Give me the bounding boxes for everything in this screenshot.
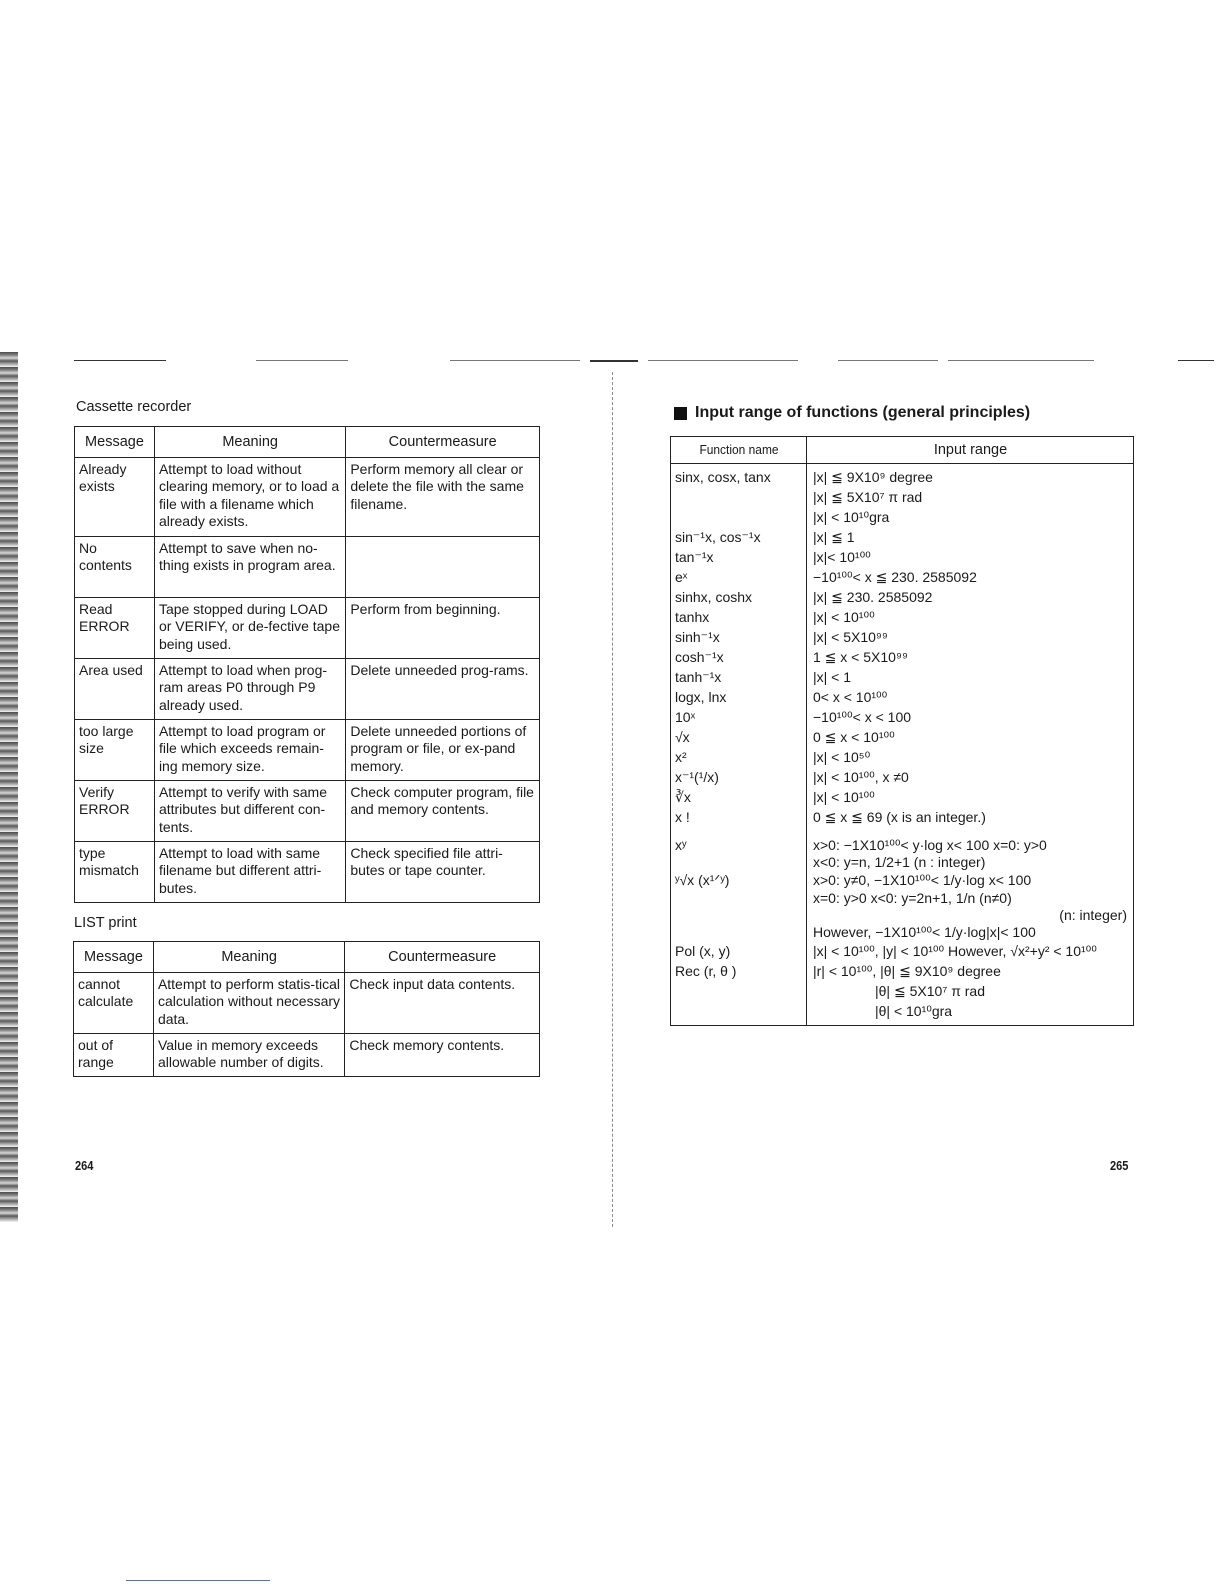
table-row xyxy=(75,457,540,536)
table-row xyxy=(75,719,540,780)
meaning-cell: Attempt to load with same filename but different attri-butes. xyxy=(154,841,345,902)
function-name-cell: x² xyxy=(675,749,687,765)
table-row xyxy=(74,1033,540,1076)
input-range-cell: |x| < 5X10⁹⁹ xyxy=(813,629,888,645)
input-range-cell: x=0: y>0 x<0: y=2n+1, 1/n (n≠0) xyxy=(813,890,1012,906)
table-row xyxy=(75,780,540,841)
function-name-cell: eˣ xyxy=(675,569,688,585)
countermeasure-cell: Check specified file attri-butes or tape counter. xyxy=(346,841,540,902)
header-meaning: Meaning xyxy=(153,942,344,973)
function-name-cell: √x xyxy=(675,729,690,745)
meaning-cell: Value in memory exceeds allowable number of digits. xyxy=(153,1033,344,1076)
function-name-cell: logx, lnx xyxy=(675,689,727,705)
input-range-cell: x<0: y=n, 1/2+1 (n : integer) xyxy=(813,854,986,870)
input-range-cell: |x| ≦ 9X10⁹ degree xyxy=(813,469,933,485)
input-range-cell: |x| ≦ 5X10⁷ π rad xyxy=(813,489,923,505)
input-range-cell: 0 ≦ x ≦ 69 (x is an integer.) xyxy=(813,809,986,825)
scan-edge-line xyxy=(838,360,938,361)
meaning-cell: Tape stopped during LOAD or VERIFY, or de-fective tape being used. xyxy=(154,597,345,658)
function-name-cell: sinh⁻¹x xyxy=(675,629,720,645)
scan-bottom-line xyxy=(126,1580,270,1581)
function-name-cell: sin⁻¹x, cos⁻¹x xyxy=(675,529,761,545)
message-cell: Already exists xyxy=(75,457,155,536)
function-name-cell: 10ˣ xyxy=(675,709,696,725)
scan-edge-line xyxy=(648,360,798,361)
input-range-cell: |x| < 10¹⁰⁰ xyxy=(813,789,875,805)
function-name-cell: Rec (r, θ ) xyxy=(675,963,737,979)
meaning-cell: Attempt to save when no-thing exists in program area. xyxy=(154,536,345,597)
book-spine-shadow xyxy=(0,352,18,1222)
scan-edge-line xyxy=(1178,360,1214,361)
scan-edge-line xyxy=(256,360,348,361)
header-message: Message xyxy=(75,427,155,458)
scan-edge-line xyxy=(74,360,166,361)
section-title xyxy=(674,404,1030,422)
section-title-text: Input range of functions (general principles) xyxy=(695,404,1031,421)
table-header-row xyxy=(75,427,540,458)
input-range-cell: |x|< 10¹⁰⁰ xyxy=(813,549,871,565)
meaning-cell: Attempt to perform statis-tical calculation without necessary data. xyxy=(153,972,344,1033)
function-name-cell: sinx, cosx, tanx xyxy=(675,469,771,485)
countermeasure-cell: Check memory contents. xyxy=(345,1033,540,1076)
input-range-cell: |θ| ≦ 5X10⁷ π rad xyxy=(875,983,986,999)
message-cell: too large size xyxy=(75,719,155,780)
header-message: Message xyxy=(74,942,154,973)
input-range-cell: x>0: −1X10¹⁰⁰< y·log x< 100 x=0: y>0 xyxy=(813,837,1047,853)
message-cell: Verify ERROR xyxy=(75,780,155,841)
input-range-cell: |x| < 10¹⁰⁰, |y| < 10¹⁰⁰ However, √x²+y² < 10¹⁰⁰ xyxy=(813,943,1097,959)
function-name-cell: sinhx, coshx xyxy=(675,589,753,605)
input-range-cell: |θ| < 10¹⁰gra xyxy=(875,1003,953,1019)
function-name-cell: cosh⁻¹x xyxy=(675,649,724,665)
function-name-cell: x ! xyxy=(675,809,690,825)
message-cell: out of range xyxy=(74,1033,154,1076)
meaning-cell: Attempt to verify with same attributes but different con-tents. xyxy=(154,780,345,841)
function-name-cell: xʸ xyxy=(675,837,687,853)
header-function-name: Function name xyxy=(699,442,779,457)
input-range-cell: 0 ≦ x < 10¹⁰⁰ xyxy=(813,729,895,745)
page-number-right: 265 xyxy=(1110,1158,1129,1173)
input-range-cell: |r| < 10¹⁰⁰, |θ| ≦ 9X10⁹ degree xyxy=(813,963,1001,979)
header-countermeasure: Countermeasure xyxy=(345,942,540,973)
countermeasure-cell: Perform from beginning. xyxy=(346,597,540,658)
table-row xyxy=(75,536,540,597)
input-range-table xyxy=(670,436,1134,1026)
table-row xyxy=(75,658,540,719)
message-cell: cannot calculate xyxy=(74,972,154,1033)
cassette-error-table xyxy=(74,426,540,903)
input-range-cell: |x| < 10¹⁰⁰ xyxy=(813,609,875,625)
table-header-row xyxy=(74,942,540,973)
cassette-recorder-caption: Cassette recorder xyxy=(76,399,192,415)
table-row xyxy=(75,597,540,658)
input-range-cell: x>0: y≠0, −1X10¹⁰⁰< 1/y·log x< 100 xyxy=(813,872,1032,888)
message-cell: No contents xyxy=(75,536,155,597)
function-name-cell: ∛x xyxy=(675,789,691,805)
scan-edge-line xyxy=(948,360,1094,361)
table-row xyxy=(75,841,540,902)
input-range-cell: |x| ≦ 1 xyxy=(813,529,855,545)
message-cell: type mismatch xyxy=(75,841,155,902)
header-meaning: Meaning xyxy=(154,427,345,458)
function-name-cell: ʸ√x (x¹ᐟʸ) xyxy=(675,872,730,888)
list-print-table xyxy=(73,941,540,1077)
input-range-cell: |x| < 10¹⁰⁰, x ≠0 xyxy=(813,769,909,785)
header-input-range: Input range xyxy=(933,442,1008,458)
input-range-cell: However, −1X10¹⁰⁰< 1/y·log|x|< 100 xyxy=(813,924,1036,940)
scan-edge-line xyxy=(590,360,638,362)
countermeasure-cell xyxy=(346,536,540,597)
function-name-cell: tanhx xyxy=(675,609,710,625)
page-gutter xyxy=(612,372,613,1227)
countermeasure-cell: Delete unneeded prog-rams. xyxy=(346,658,540,719)
input-range-cell: 0< x < 10¹⁰⁰ xyxy=(813,689,888,705)
header-countermeasure: Countermeasure xyxy=(346,427,540,458)
input-range-cell: −10¹⁰⁰< x < 100 xyxy=(813,709,912,725)
meaning-cell: Attempt to load when prog-ram areas P0 through P9 already used. xyxy=(154,658,345,719)
message-cell: Area used xyxy=(75,658,155,719)
function-name-cell: x⁻¹(¹/x) xyxy=(675,769,719,785)
countermeasure-cell: Delete unneeded portions of program or file, or ex-pand memory. xyxy=(346,719,540,780)
message-cell: Read ERROR xyxy=(75,597,155,658)
scan-edge-line xyxy=(450,360,580,361)
input-range-cell: 1 ≦ x < 5X10⁹⁹ xyxy=(813,649,908,665)
column-divider xyxy=(806,437,807,1025)
function-name-cell: tanh⁻¹x xyxy=(675,669,722,685)
countermeasure-cell: Check input data contents. xyxy=(345,972,540,1033)
countermeasure-cell: Perform memory all clear or delete the file with the same filename. xyxy=(346,457,540,536)
input-range-cell: |x| < 10¹⁰gra xyxy=(813,509,890,525)
function-name-cell: tan⁻¹x xyxy=(675,549,714,565)
input-range-cell: |x| ≦ 230. 2585092 xyxy=(813,589,933,605)
page-number-left: 264 xyxy=(75,1158,94,1173)
input-range-cell: |x| < 10⁵⁰ xyxy=(813,749,871,765)
meaning-cell: Attempt to load without clearing memory, or to load a file with a filename which already exists. xyxy=(154,457,345,536)
square-bullet-icon xyxy=(674,407,687,420)
table-row xyxy=(74,972,540,1033)
countermeasure-cell: Check computer program, file and memory contents. xyxy=(346,780,540,841)
meaning-cell: Attempt to load program or file which exceeds remain-ing memory size. xyxy=(154,719,345,780)
input-range-cell: (n: integer) xyxy=(1059,907,1127,923)
function-name-cell: Pol (x, y) xyxy=(675,943,731,959)
input-range-cell: |x| < 1 xyxy=(813,669,852,685)
input-range-cell: −10¹⁰⁰< x ≦ 230. 2585092 xyxy=(813,569,977,585)
list-print-caption: LIST print xyxy=(74,915,137,931)
table-header-row xyxy=(671,437,1133,464)
